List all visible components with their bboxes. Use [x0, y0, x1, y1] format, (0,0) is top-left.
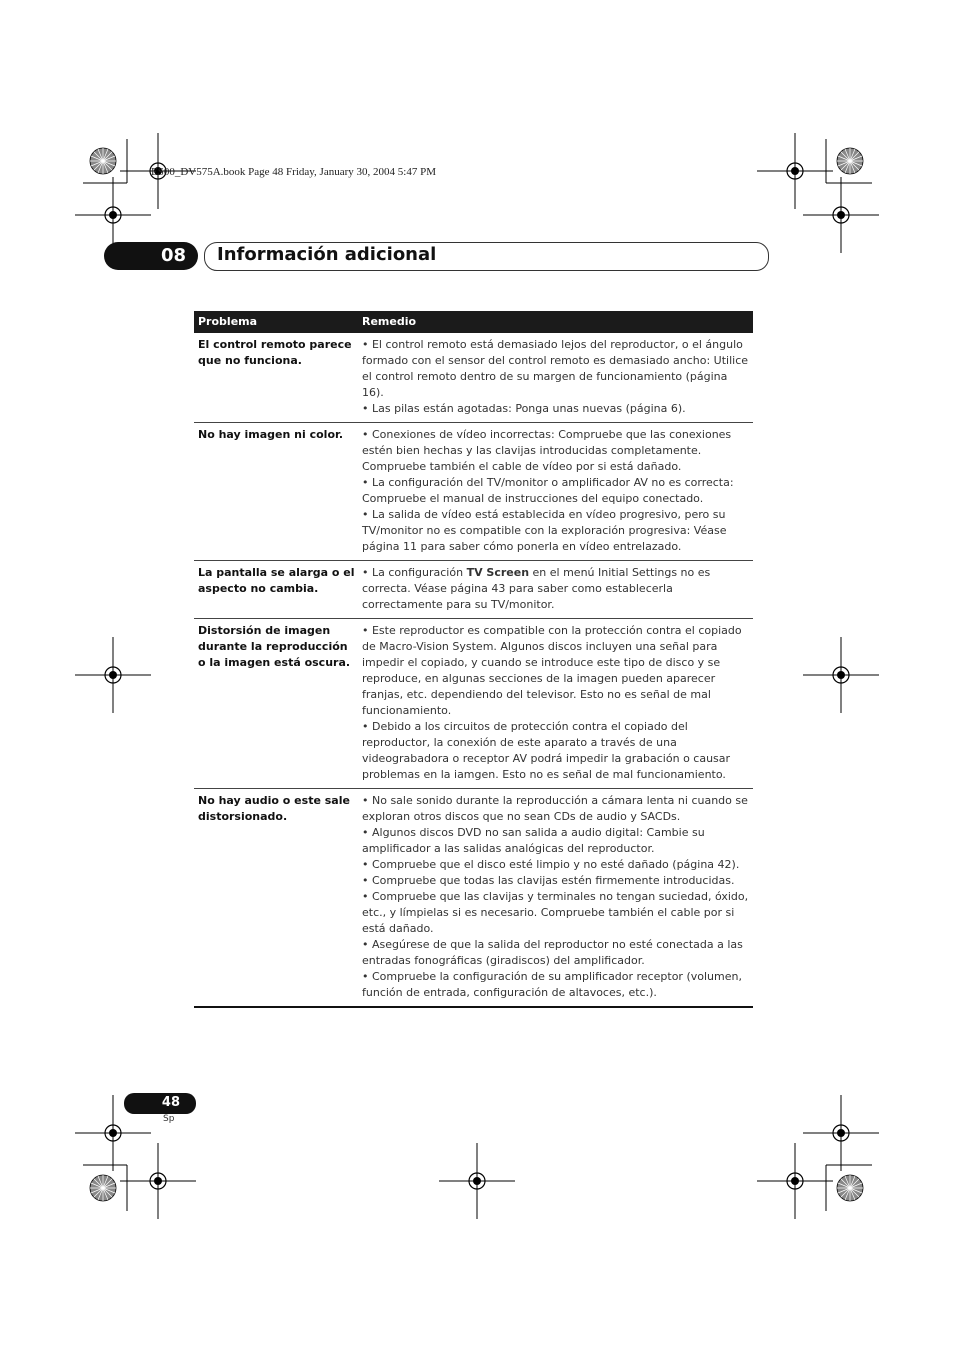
remedy-item: • Asegúrese de que la salida del reproductor no esté conectada a las entradas fonográficas (giradiscos) del amplificador.: [362, 938, 743, 967]
remedy-item: • La salida de vídeo está establecida en vídeo progresivo, pero su TV/monitor no es compatible con la exploración progresiva: Véase página 11 para saber cómo ponerla en vídeo entrelazado.: [362, 508, 727, 553]
remedy-text-pre: • La configuración: [362, 566, 467, 579]
remedy-item: • La configuración del TV/monitor o amplificador AV no es correcta: Compruebe el manual de instrucciones del equipo conectado.: [362, 476, 734, 505]
book-info-slug: ES00_DV575A.book Page 48 Friday, January 30, 2004 5:47 PM: [151, 166, 436, 178]
page-number: 48: [161, 1095, 180, 1110]
remedy-cell: [358, 789, 753, 1008]
problem-cell: La pantalla se alarga o el aspecto no cambia.: [194, 561, 358, 619]
registration-mark-ml: [75, 637, 151, 713]
remedy-item: • El control remoto está demasiado lejos del reproductor, o el ángulo formado con el sensor del control remoto es demasiado ancho: Utilice el control remoto dentro de su margen de funcionamiento (página 16).: [362, 338, 749, 399]
remedy-item: • Este reproductor es compatible con la protección contra el copiado de Macro-Vision System. Algunos discos incluyen una señal para impedir el copiado, y cuando se introduce este tipo de disco y se reproduce, en algunas secciones de la imagen pueden aparecer franjas, etc. dependiendo del televisor. Esto no es señal de mal funcionamiento.: [362, 624, 742, 717]
remedy-item: • Compruebe que todas las clavijas estén firmemente introducidas.: [362, 874, 735, 887]
remedy-cell: [358, 561, 753, 619]
problem-cell: No hay audio o este sale distorsionado.: [194, 789, 358, 1008]
table-row: [194, 561, 753, 619]
remedy-cell: [358, 423, 753, 561]
problem-cell: Distorsión de imagen durante la reproducción o la imagen está oscura.: [194, 619, 358, 789]
remedy-cell: [358, 333, 753, 423]
registration-mark-mr: [803, 637, 879, 713]
remedy-cell: [358, 619, 753, 789]
registration-mark-bc: [439, 1143, 515, 1219]
table-header-row: [194, 311, 753, 333]
registration-mark-bl2: [120, 1143, 196, 1219]
remedy-item: • Compruebe la configuración de su amplificador receptor (volumen, función de entrada, configuración de altavoces, etc.).: [362, 970, 742, 999]
column-header-problem: Problema: [194, 311, 358, 333]
chapter-title: Información adicional: [217, 244, 437, 265]
remedy-item: • Compruebe que las clavijas y terminales no tengan suciedad, óxido, etc., y límpielas si es necesario. Compruebe también el cable por si está dañado.: [362, 890, 749, 935]
starburst-mark-br: [837, 1175, 863, 1201]
remedy-item: • Las pilas están agotadas: Ponga unas nuevas (página 6).: [362, 402, 686, 415]
chapter-number: 08: [160, 245, 186, 266]
remedy-item: • Debido a los circuitos de protección contra el copiado del reproductor, la conexión de este aparato a través de una videograbadora o receptor AV podrá impedir la grabación o causar problemas en la iamgen. Esto no es señal de mal funcionamiento.: [362, 720, 731, 781]
remedy-text-post: en el menú Initial Settings no es correcta. Véase página 43 para saber como establecerla correctamente para su TV/monitor.: [362, 566, 711, 611]
problem-cell: El control remoto parece que no funciona.: [194, 333, 358, 423]
page-number-badge: [124, 1093, 196, 1114]
column-header-remedy: Remedio: [358, 311, 753, 333]
starburst-mark-tl: [90, 148, 116, 174]
table-row: [194, 423, 753, 561]
table-row: [194, 789, 753, 1008]
problem-cell: No hay imagen ni color.: [194, 423, 358, 561]
chapter-title-box: [204, 242, 769, 271]
table-row: [194, 619, 753, 789]
registration-mark-br2: [757, 1143, 833, 1219]
table-row: [194, 333, 753, 423]
remedy-item: • Algunos discos DVD no san salida a audio digital: Cambie su amplificador a las salidas analógicas del reproductor.: [362, 826, 705, 855]
remedy-item: • Conexiones de vídeo incorrectas: Compruebe que las conexiones estén bien hechas y las clavijas introducidas completamente. Compruebe también el cable de vídeo por si está dañado.: [362, 428, 732, 473]
remedy-setting-name: TV Screen: [466, 566, 530, 579]
registration-mark-br1: [803, 1095, 879, 1171]
language-code: Sp: [163, 1114, 175, 1124]
troubleshooting-table: [194, 311, 753, 1008]
registration-mark-tr2: [803, 177, 879, 253]
starburst-mark-bl: [90, 1175, 116, 1201]
remedy-item: • No sale sonido durante la reproducción a cámara lenta ni cuando se exploran otros discos que no sean CDs de audio y SACDs.: [362, 794, 748, 823]
starburst-mark-tr: [837, 148, 863, 174]
remedy-item: • Compruebe que el disco esté limpio y no esté dañado (página 42).: [362, 858, 740, 871]
chapter-number-badge: [104, 242, 198, 270]
registration-mark-tr1: [757, 133, 833, 209]
